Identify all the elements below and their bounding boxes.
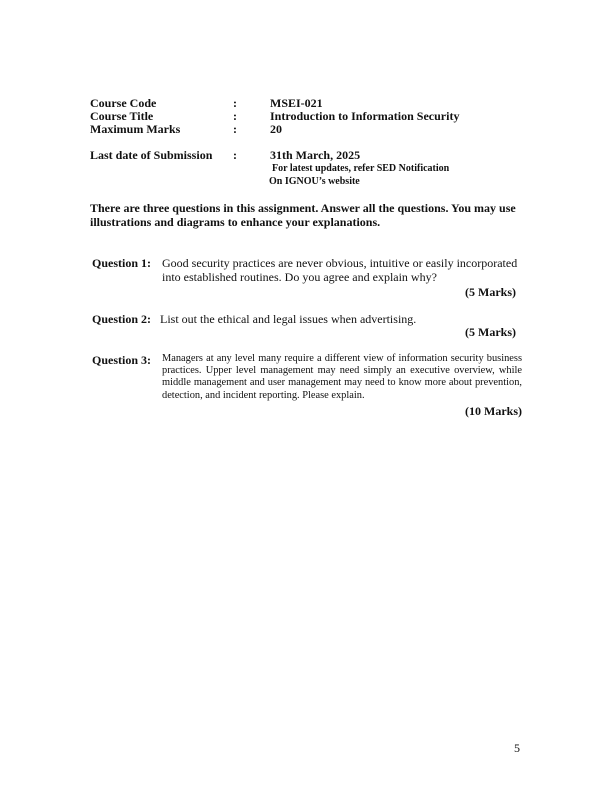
question-3-label: Question 3: bbox=[92, 353, 152, 367]
maximum-marks-value: 20 bbox=[270, 122, 282, 136]
maximum-marks-colon: : bbox=[233, 122, 237, 136]
instructions: There are three questions in this assignment. Answer all the questions. You may use illustrations and diagrams to enhance your explanations. bbox=[90, 201, 516, 229]
question-2-marks: (5 Marks) bbox=[465, 325, 516, 339]
submission-date-label: Last date of Submission bbox=[90, 148, 213, 162]
submission-date-colon: : bbox=[233, 148, 237, 162]
course-code-value: MSEI-021 bbox=[270, 96, 323, 110]
course-title-colon: : bbox=[233, 109, 237, 123]
question-1-marks: (5 Marks) bbox=[465, 285, 516, 299]
question-3-text: Managers at any level many require a different view of information security business practices. Upper level management may need simply an executive overview, while middle management and user management may need to know more about prevention, detection, and incident reporting. Please explain. bbox=[162, 353, 522, 401]
course-title-label: Course Title bbox=[90, 109, 154, 123]
course-code-label: Course Code bbox=[90, 96, 157, 110]
question-3-marks: (10 Marks) bbox=[465, 404, 522, 418]
maximum-marks-label: Maximum Marks bbox=[90, 122, 181, 136]
submission-note-line2: On IGNOU’s website bbox=[269, 176, 360, 187]
course-code-colon: : bbox=[233, 96, 237, 110]
question-2-label: Question 2: bbox=[92, 312, 152, 326]
submission-date-value: 31th March, 2025 bbox=[270, 148, 361, 162]
question-1-label: Question 1: bbox=[92, 256, 152, 270]
question-1-text: Good security practices are never obvious, intuitive or easily incorporated into established routines. Do you agree and explain why? bbox=[162, 256, 518, 284]
question-2-text: List out the ethical and legal issues when advertising. bbox=[160, 312, 417, 326]
submission-note-line1: For latest updates, refer SED Notification bbox=[272, 163, 450, 174]
course-title-value: Introduction to Information Security bbox=[270, 109, 460, 123]
page-number: 5 bbox=[514, 741, 520, 755]
